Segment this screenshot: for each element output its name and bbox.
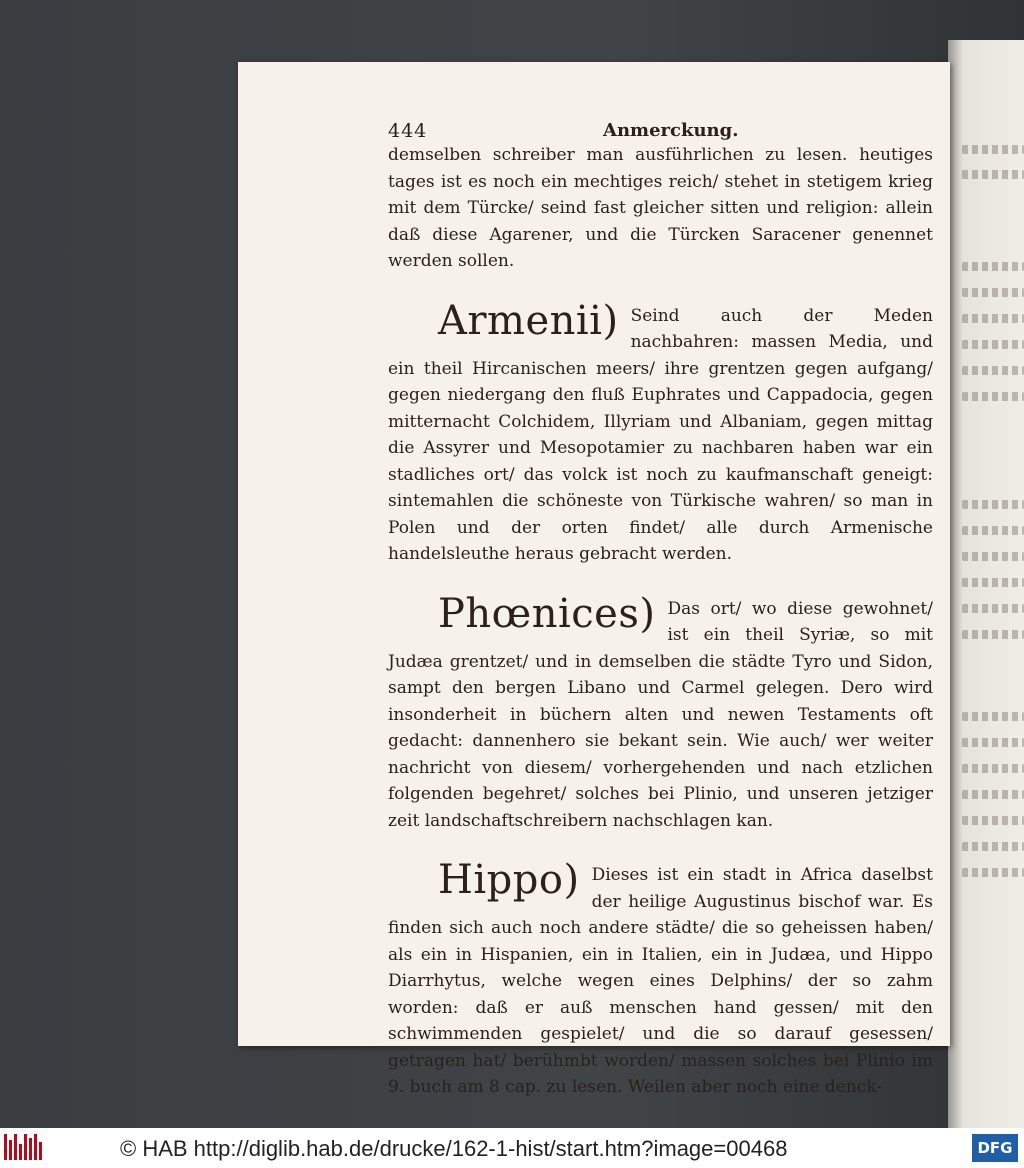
- bleed-through-line: [962, 366, 1024, 375]
- page-header: [388, 118, 933, 142]
- bleed-through-line: [962, 764, 1024, 773]
- page-text-block: [388, 118, 933, 1101]
- bleed-through-line: [962, 738, 1024, 747]
- bleed-through-line: [962, 314, 1024, 323]
- lemma-armenii: Armenii): [438, 297, 619, 344]
- bleed-through-line: [962, 842, 1024, 851]
- page-number: 444: [388, 120, 428, 142]
- bleed-through-line: [962, 392, 1024, 401]
- section-text: Das ort/ wo diese gewohnet/ ist ein theil Syriæ, so mit Judæa grentzet/ und in demselben die städte Tyro und Sidon, sampt den bergen Libano und Carmel gelegen. Dero wird insonderheit in büchern alten und newen Testaments oft gedacht: dannenhero sie bekant sein. Wie auch/ wer weiter nachricht von diesem/ vorhergehenden und nach etzlichen folgenden begehret/ solches bei Plinio, und unseren jetziger zeit landschaftschreibern nachschlagen kan.: [388, 598, 933, 831]
- lemma-phoenices: Phœnices): [438, 590, 656, 637]
- copyright-link[interactable]: © HAB http://diglib.hab.de/drucke/162-1-hist/start.htm?image=00468: [120, 1136, 788, 1161]
- bleed-through-line: [962, 526, 1024, 535]
- section-hippo: [388, 857, 933, 1101]
- bleed-through-line: [962, 500, 1024, 509]
- lemma-hippo: Hippo): [438, 857, 580, 903]
- bleed-through-line: [962, 340, 1024, 349]
- bleed-through-line: [962, 868, 1024, 877]
- bleed-through-line: [962, 604, 1024, 613]
- bleed-through-line: [962, 816, 1024, 825]
- running-head: Anmerckung.: [603, 120, 739, 141]
- book-page: [238, 62, 950, 1097]
- bleed-through-line: [962, 578, 1024, 587]
- section-text: Dieses ist ein stadt in Africa daselbst der heilige Augustinus bischof war. Es finden sich auch noch andere städte/ die so geheissen haben/ als ein in Hispanien, ein in Italien, ein in Judæa, und Hippo Diarrhytus, welche wegen eines Delphins/ der so zahm worden: daß er auß menschen hand gessen/ mit den schwimmenden gespielet/ und die so darauf gesessen/ getragen hat/ berühmbt worden/ massen solches bei Plinio im 9. buch am 8 cap. zu lesen. Weilen aber noch eine denck-: [388, 865, 933, 1097]
- adjacent-page-edge: [948, 40, 1024, 1130]
- bleed-through-line: [962, 262, 1024, 271]
- section-phoenices: [388, 590, 933, 835]
- section-armenii: [388, 297, 933, 568]
- bleed-through-line: [962, 630, 1024, 639]
- footer-bar: [0, 1128, 1024, 1168]
- hab-logo-icon: [4, 1134, 48, 1162]
- bleed-through-line: [962, 288, 1024, 297]
- bleed-through-line: [962, 145, 1024, 154]
- dfg-logo[interactable]: DFG: [972, 1134, 1018, 1162]
- intro-paragraph: demselben schreiber man ausführlichen zu lesen. heutiges tages ist es noch ein mechtiges reich/ stehet in stetigem krieg mit dem Türcke/ seind fast gleicher sitten und religion: allein daß diese Agarener, und die Türcken Saracener genennet werden sollen.: [388, 145, 933, 271]
- bleed-through-line: [962, 790, 1024, 799]
- bleed-through-line: [962, 552, 1024, 561]
- bleed-through-line: [962, 712, 1024, 721]
- bleed-through-line: [962, 170, 1024, 179]
- section-text: Seind auch der Meden nachbahren: massen Media, und ein theil Hircanischen meers/ ihre grentzen gegen aufgang/ gegen niedergang den fluß Euphrates und Cappadocia, gegen mitternacht Colchidem, Illyriam und Albaniam, gegen mittag die Assyrer und Mesopotamier zu nachbaren haben war ein stadliches ort/ das volck ist noch zu kaufmanschaft geneigt: sintemahlen die schöneste von Türkische wahren/ so man in Polen und der orten findet/ alle durch Armenische handelsleuthe heraus gebracht werden.: [388, 305, 933, 564]
